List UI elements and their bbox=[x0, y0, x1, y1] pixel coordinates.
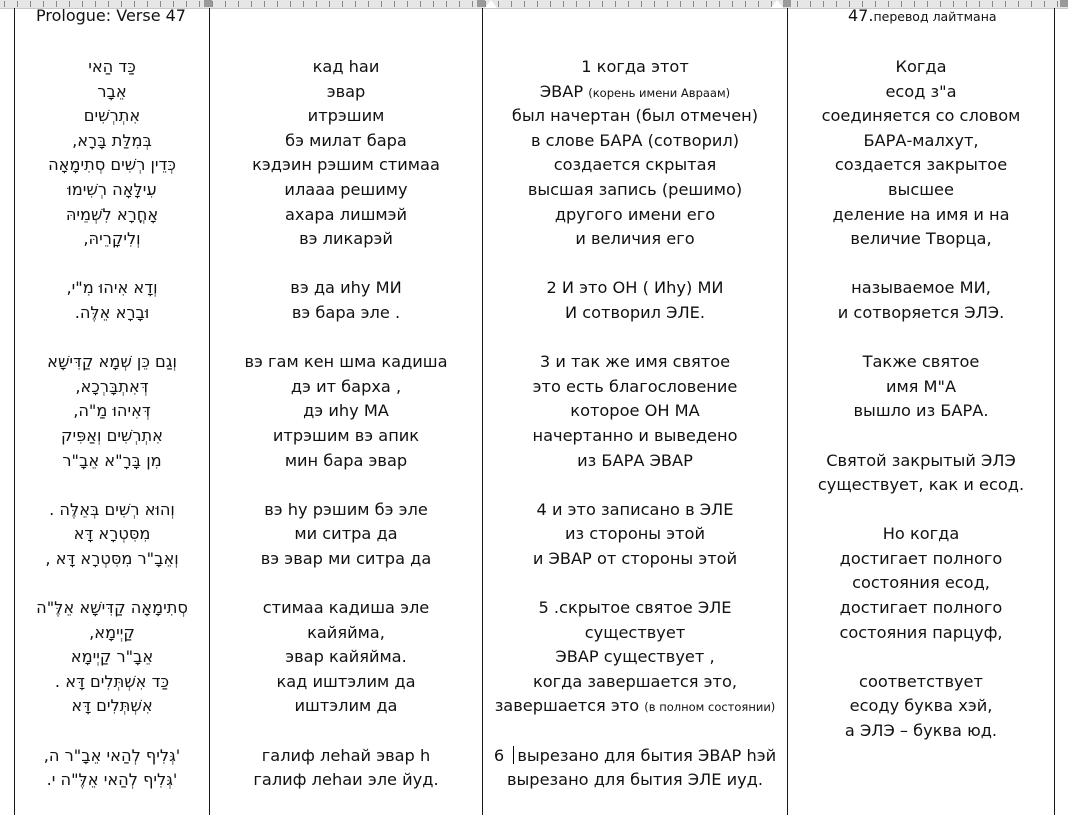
literal-text: в слове БАРА (сотворил) bbox=[530, 130, 740, 150]
ruler-tick bbox=[30, 1, 31, 7]
laitman-translation-column bbox=[788, 8, 1054, 815]
column-marker[interactable] bbox=[783, 0, 791, 7]
literal-line bbox=[483, 596, 787, 621]
literal-text: и величия его bbox=[575, 229, 695, 249]
ruler-tick bbox=[446, 1, 447, 7]
ruler-tick bbox=[823, 1, 824, 7]
laitman-line: вышло из БАРА. bbox=[853, 401, 989, 421]
translit-line: кэдэин рэшим стимаа bbox=[252, 155, 440, 175]
ruler-tick bbox=[329, 1, 330, 7]
hebrew-line: וְלִיקָרֵיהּ, bbox=[83, 229, 141, 249]
hebrew-line: עִילָּאָה רְשִׁימוּ bbox=[67, 179, 157, 199]
laitman-line: достигает полного bbox=[839, 548, 1003, 568]
translit-line: итрэшим вэ апик bbox=[272, 425, 420, 445]
text-cursor bbox=[513, 746, 514, 764]
literal-text: 2 И это ОН ( Иhу) МИ bbox=[546, 278, 724, 298]
hebrew-line: אֵבָר bbox=[97, 81, 127, 101]
hebrew-line: וְגַם כֵּן שְׁמָא קַדִּישָׁא bbox=[47, 352, 177, 372]
laitman-line: Также святое bbox=[862, 352, 980, 372]
ruler-tick bbox=[4, 1, 5, 7]
laitman-line: достигает полного bbox=[839, 598, 1003, 618]
hebrew-line: כַּד הַאי bbox=[88, 57, 136, 76]
laitman-line: соединяется со словом bbox=[821, 106, 1021, 126]
literal-line bbox=[483, 350, 787, 375]
laitman-line bbox=[788, 252, 1054, 277]
ruler-tick bbox=[498, 1, 499, 7]
literal-text: 3 и так же имя святое bbox=[539, 352, 731, 372]
literal-line bbox=[483, 645, 787, 670]
ruler-tick bbox=[654, 1, 655, 7]
ruler-tick bbox=[602, 1, 603, 7]
literal-line bbox=[483, 670, 787, 695]
column-marker[interactable] bbox=[477, 0, 485, 7]
literal-text: это есть благословение bbox=[532, 376, 738, 396]
ruler-tick bbox=[732, 1, 733, 7]
literal-text: И сотворил ЭЛЕ. bbox=[564, 302, 706, 322]
translit-line: вэ да иhу МИ bbox=[290, 278, 402, 298]
laitman-line: создается закрытое bbox=[834, 155, 1008, 175]
translit-line bbox=[210, 473, 482, 498]
literal-line bbox=[483, 621, 787, 646]
translit-line: галиф леhаи эле йуд. bbox=[253, 770, 439, 790]
translit-line bbox=[210, 326, 482, 351]
hebrew-line: אִשְׁתְּלִים דָּא bbox=[71, 696, 153, 716]
laitman-line: есод з"а bbox=[885, 81, 957, 101]
ruler-tick bbox=[355, 1, 356, 7]
hebrew-line: כַּד אִשְׁתְּלִים דָּא . bbox=[54, 671, 170, 691]
ruler-tick bbox=[810, 1, 811, 7]
literal-text: и ЭВАР от стороны этой bbox=[532, 548, 738, 568]
literal-line bbox=[483, 424, 787, 449]
hebrew-line: בְּמִלַּת בָּרָא, bbox=[72, 130, 152, 150]
translit-line: галиф леhай эвар h bbox=[261, 745, 431, 765]
header-left: Prologue: Verse 47 bbox=[36, 6, 186, 25]
ruler-tick bbox=[381, 1, 382, 7]
ruler-tick bbox=[1031, 1, 1032, 7]
translit-line: кад иштэлим да bbox=[276, 671, 416, 691]
literal-text: 4 и это записано в ЭЛЕ bbox=[536, 499, 734, 519]
literal-text: из стороны этой bbox=[565, 524, 705, 544]
laitman-line: деление на имя и на bbox=[832, 204, 1010, 224]
laitman-line bbox=[788, 498, 1054, 523]
laitman-line: называемое МИ, bbox=[851, 278, 991, 298]
indent-marker[interactable] bbox=[485, 0, 497, 8]
ruler-tick bbox=[511, 1, 512, 7]
literal-text: создается скрытая bbox=[553, 155, 717, 175]
ruler-tick bbox=[251, 1, 252, 7]
hebrew-line: מִסִּטְרָא דָּא bbox=[73, 524, 151, 544]
ruler-tick bbox=[199, 1, 200, 7]
ruler-tick bbox=[264, 1, 265, 7]
hebrew-line: כְּדֵין רְשִׁים סְתִימָאָה bbox=[48, 155, 176, 175]
hebrew-line: 'גְּלִיף לְהַאי אֵלֶּ"ה י. bbox=[46, 770, 178, 790]
literal-text: из БАРА ЭВАР bbox=[577, 450, 693, 470]
translit-line: кад hаи bbox=[312, 57, 380, 76]
literal-text: высшая запись (решимо) bbox=[527, 179, 743, 199]
translit-line: иштэлим да bbox=[294, 696, 398, 716]
hebrew-line: סְתִימָאָה קַדִּישָׁא אֵלֶּ"ה bbox=[36, 598, 188, 618]
literal-line bbox=[483, 522, 787, 547]
hebrew-line: 'גְּלִיף לְהַאי אֵבָ"ר ה, bbox=[43, 745, 181, 765]
column-marker[interactable] bbox=[1060, 0, 1068, 7]
literal-line bbox=[483, 719, 787, 744]
ruler-tick bbox=[550, 1, 551, 7]
ruler-tick bbox=[225, 1, 226, 7]
literal-line bbox=[483, 399, 787, 424]
translit-line: илааа решиму bbox=[284, 179, 408, 199]
laitman-line: состояния есод, bbox=[852, 573, 990, 593]
literal-text: 6 bbox=[493, 745, 510, 765]
ruler-tick bbox=[368, 1, 369, 7]
translator-label: перевод лайтмана bbox=[873, 9, 997, 24]
translit-line: эвар кайяйма. bbox=[285, 647, 407, 667]
translit-line: вэ ликарэй bbox=[299, 229, 393, 249]
ruler-tick bbox=[667, 1, 668, 7]
hebrew-line bbox=[15, 252, 209, 277]
literal-text: 5 .скрытое святое ЭЛЕ bbox=[538, 598, 732, 618]
hebrew-line: וְאֵבָ"ר מִסִּטְרָא דָּא , bbox=[45, 548, 179, 568]
laitman-line: а ЭЛЭ – буква юд. bbox=[844, 721, 998, 741]
literal-text: 1 когда этот bbox=[581, 57, 689, 76]
literal-line bbox=[483, 473, 787, 498]
literal-line bbox=[483, 768, 787, 793]
laitman-line bbox=[788, 424, 1054, 449]
laitman-line: величие Творца, bbox=[850, 229, 992, 249]
ruler-tick bbox=[420, 1, 421, 7]
literal-line bbox=[483, 129, 787, 154]
hebrew-line bbox=[15, 473, 209, 498]
ruler-tick bbox=[771, 1, 772, 7]
literal-line bbox=[483, 276, 787, 301]
laitman-line: БАРА-малхут, bbox=[863, 130, 979, 150]
translit-line: дэ иhу МА bbox=[303, 401, 389, 421]
hebrew-line bbox=[15, 326, 209, 351]
ruler-tick bbox=[394, 1, 395, 7]
laitman-line: Святой закрытый ЭЛЭ bbox=[826, 450, 1016, 470]
translit-line: ахара лишмэй bbox=[284, 204, 408, 224]
translit-line: дэ ит барха , bbox=[290, 376, 402, 396]
literal-line bbox=[483, 227, 787, 252]
translit-line: кайяйма, bbox=[307, 622, 385, 642]
ruler-tick bbox=[719, 1, 720, 7]
literal-line bbox=[483, 449, 787, 474]
ruler-tick bbox=[238, 1, 239, 7]
literal-line bbox=[483, 571, 787, 596]
literal-text: ЭВАР существует , bbox=[555, 647, 715, 667]
indent-marker[interactable] bbox=[771, 0, 783, 8]
literal-line bbox=[483, 375, 787, 400]
ruler-tick bbox=[485, 1, 486, 7]
laitman-line: есоду буква хэй, bbox=[849, 696, 993, 716]
ruler-tick bbox=[693, 1, 694, 7]
literal-text: был начертан (был отмечен) bbox=[511, 106, 759, 126]
hebrew-line: אֵבָ"ר קַיְימָא bbox=[70, 647, 154, 667]
hebrew-line: דְּאִתְבָּרְכָא, bbox=[75, 376, 149, 396]
translit-line bbox=[210, 719, 482, 744]
laitman-line: имя М"А bbox=[885, 376, 957, 396]
ruler-tick bbox=[342, 1, 343, 7]
ruler-tick bbox=[17, 1, 18, 7]
literal-line bbox=[483, 203, 787, 228]
ruler-tick bbox=[615, 1, 616, 7]
ruler-tick bbox=[277, 1, 278, 7]
translit-line: стимаа кадиша эле bbox=[262, 598, 430, 618]
ruler-tick bbox=[836, 1, 837, 7]
translit-line: бэ милат бара bbox=[285, 130, 407, 150]
translit-line: вэ бара эле . bbox=[291, 302, 401, 322]
literal-text: вырезано для бытия ЭЛЕ иуд. bbox=[506, 770, 764, 790]
translit-line: вэ эвар ми ситра да bbox=[260, 548, 432, 568]
literal-line bbox=[483, 744, 787, 769]
literal-text: другого имени его bbox=[554, 204, 716, 224]
literal-line bbox=[483, 104, 787, 129]
ruler-tick bbox=[563, 1, 564, 7]
laitman-line: Когда bbox=[895, 57, 947, 76]
ruler-tick bbox=[1044, 1, 1045, 7]
literal-line bbox=[483, 326, 787, 351]
hebrew-line: וְדָא אִיהוּ מִ"י, bbox=[66, 278, 158, 298]
hebrew-column bbox=[15, 8, 209, 815]
literal-note: (корень имени Авраам) bbox=[588, 85, 731, 100]
verse-number: 47. bbox=[848, 6, 874, 25]
literal-line bbox=[483, 55, 787, 80]
ruler-tick bbox=[1005, 1, 1006, 7]
ruler-tick bbox=[433, 1, 434, 7]
translit-line: мин бара эвар bbox=[284, 450, 408, 470]
transliteration-column bbox=[210, 8, 482, 815]
literal-text: вырезано для бытия ЭВАР hэй bbox=[517, 745, 777, 765]
laitman-line bbox=[788, 326, 1054, 351]
hebrew-line: קַיְימָא, bbox=[89, 622, 135, 642]
translit-line: вэ гам кен шма кадиша bbox=[244, 352, 448, 372]
ruler-tick bbox=[745, 1, 746, 7]
literal-line bbox=[483, 498, 787, 523]
ruler-tick bbox=[1018, 1, 1019, 7]
hebrew-line: וְהוּא רְשִׁים בְּאֵלֶּה . bbox=[49, 499, 175, 519]
laitman-line: и сотворяется ЭЛЭ. bbox=[837, 302, 1005, 322]
translit-line: эвар bbox=[326, 81, 366, 101]
translit-line bbox=[210, 571, 482, 596]
literal-translation-column bbox=[483, 8, 787, 815]
literal-line bbox=[483, 80, 787, 105]
laitman-line bbox=[788, 645, 1054, 670]
translit-line: вэ hу рэшим бэ эле bbox=[264, 499, 428, 519]
literal-line bbox=[483, 178, 787, 203]
ruler-tick bbox=[537, 1, 538, 7]
hebrew-line: אִתְרְשִׁים bbox=[83, 106, 141, 126]
laitman-line: состояния парцуф, bbox=[839, 622, 1003, 642]
ruler-tick bbox=[316, 1, 317, 7]
hebrew-line: מִן בָּרָ"א אֵבָ"ר bbox=[62, 450, 162, 470]
laitman-line: Но когда bbox=[882, 524, 960, 544]
literal-text: завершается это bbox=[494, 696, 645, 716]
ruler-tick bbox=[186, 1, 187, 7]
ruler-tick bbox=[589, 1, 590, 7]
ruler-tick bbox=[407, 1, 408, 7]
ruler-tick bbox=[758, 1, 759, 7]
literal-text: начертанно и выведено bbox=[532, 425, 738, 445]
hebrew-line: וּבָרָא אֵלֶּה. bbox=[74, 302, 150, 322]
translit-line: ми ситра да bbox=[294, 524, 398, 544]
ruler-tick bbox=[797, 1, 798, 7]
literal-note: (в полном состоянии) bbox=[644, 700, 776, 715]
ruler-tick bbox=[459, 1, 460, 7]
ruler-tick bbox=[576, 1, 577, 7]
hebrew-line bbox=[15, 571, 209, 596]
ruler-tick bbox=[524, 1, 525, 7]
hebrew-line: אִתְרְשִׁים וְאַפִּיק bbox=[60, 425, 164, 445]
literal-text: ЭВАР bbox=[539, 81, 589, 101]
hebrew-line: אָחֳרָא לִשְׁמֵיהּ bbox=[65, 204, 159, 224]
laitman-line: существует, как и есод. bbox=[817, 475, 1025, 495]
translit-line: итрэшим bbox=[307, 106, 385, 126]
laitman-line: соответствует bbox=[859, 671, 983, 691]
literal-line bbox=[483, 694, 787, 719]
ruler-tick bbox=[706, 1, 707, 7]
ruler-tick bbox=[641, 1, 642, 7]
literal-line bbox=[483, 547, 787, 572]
ruler-tick bbox=[212, 1, 213, 7]
ruler-tick bbox=[1057, 1, 1058, 7]
literal-text: существует bbox=[584, 622, 686, 642]
hebrew-line bbox=[15, 719, 209, 744]
ruler-tick bbox=[472, 1, 473, 7]
ruler-tick bbox=[303, 1, 304, 7]
literal-text: когда завершается это, bbox=[532, 671, 737, 691]
ruler-tick bbox=[628, 1, 629, 7]
table-border-right bbox=[1054, 8, 1055, 815]
literal-text: которое ОН МА bbox=[570, 401, 700, 421]
ruler-tick bbox=[290, 1, 291, 7]
laitman-line: высшее bbox=[888, 179, 954, 199]
literal-line bbox=[483, 301, 787, 326]
column-marker[interactable] bbox=[204, 0, 212, 7]
ruler-tick bbox=[680, 1, 681, 7]
hebrew-line: דְּאִיהוּ מַ"ה, bbox=[73, 401, 151, 421]
literal-line bbox=[483, 252, 787, 277]
literal-line bbox=[483, 153, 787, 178]
translit-line bbox=[210, 252, 482, 277]
